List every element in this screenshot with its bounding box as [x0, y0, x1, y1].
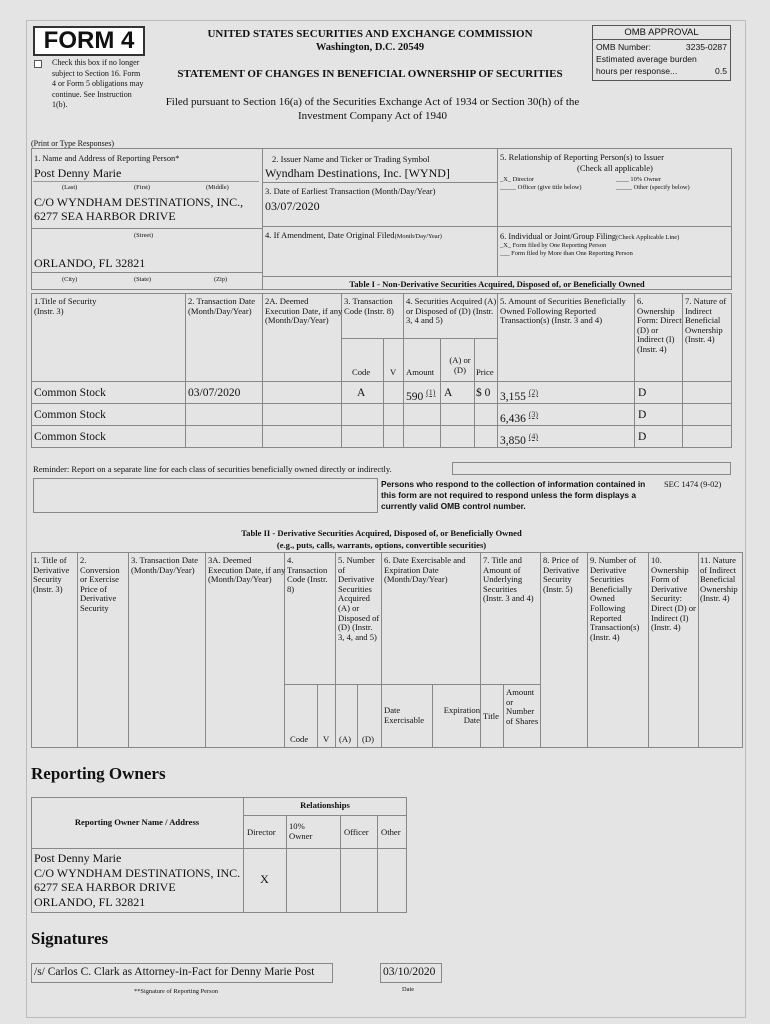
t1-row1-amount: 590 $^{(1)}$ [406, 388, 436, 403]
owner-address-line: Post Denny Marie [34, 851, 122, 865]
reporting-person-name: Post Denny Marie [34, 166, 122, 180]
omb-burden-label: Estimated average burden [596, 54, 697, 64]
t2-h3: 3. Transaction Date (Month/Day/Year) [131, 555, 199, 575]
table1-title: Table I - Non-Derivative Securities Acquired, Disposed of, or Beneficially Owned [349, 279, 645, 289]
t2-sub-v: V [323, 734, 330, 744]
t2-sub-code: Code [290, 734, 309, 744]
t2-sub-d: (D) [362, 734, 374, 744]
owner-address-line: C/O WYNDHAM DESTINATIONS, INC. [34, 865, 241, 880]
commission-location: Washington, D.C. 20549 [315, 42, 425, 53]
label-middle: (Middle) [206, 184, 229, 191]
t1-row1-owned-footnote[interactable]: (2) [528, 388, 539, 397]
t2-h9: 9. Number of Derivative Securities Beneficially Owned Following Reported Transaction(s) (Instr. 4) [590, 555, 640, 642]
signatures-heading: Signatures [31, 929, 109, 948]
print-note: (Print or Type Responses) [31, 139, 115, 148]
owners-col-director: Director [247, 827, 276, 837]
filing-opt-more[interactable]: ___ Form filed by More than One Reporting Person [500, 250, 633, 257]
label-state: (State) [134, 276, 152, 283]
t1-row3-owned-footnote[interactable]: (4) [528, 432, 539, 441]
t2-sub-amount: Amount or Number of Shares [506, 687, 539, 726]
owners-heading: Reporting Owners [31, 764, 166, 783]
t1-h7: 7. Nature of Indirect Beneficial Ownership (Instr. 4) [685, 296, 727, 345]
t1-h2: 2. Transaction Date (Month/Day/Year) [188, 296, 256, 316]
t2-h7: 7. Title and Amount of Underlying Securities (Instr. 3 and 4) [483, 555, 534, 604]
t1-row1-aord: A [444, 387, 453, 399]
t1-row1-price: $ 0 [476, 387, 491, 399]
t1-h3: 3. Transaction Code (Instr. 8) [344, 296, 394, 316]
rel-officer[interactable]: _____ Officer (give title below) [500, 184, 582, 191]
t2-h8: 8. Price of Derivative Security (Instr. 5) [543, 555, 580, 594]
t1-row3-title: Common Stock [34, 431, 106, 443]
t1-h1: 1.Title of Security (Instr. 3) [34, 296, 97, 316]
owners-col-officer: Officer [344, 827, 369, 837]
box1-label: 1. Name and Address of Reporting Person* [34, 154, 180, 163]
sec-code: SEC 1474 (9-02) [664, 480, 722, 489]
checkbox-note: Check this box if no longer subject to Section 16. Form 4 or Form 5 obligations may continue. See Instruction 1(b). [52, 58, 144, 109]
omb-number-value: 3235-0287 [685, 42, 727, 52]
commission-title: UNITED STATES SECURITIES AND EXCHANGE COMMISSION [207, 28, 533, 40]
t1-sub-amount: Amount [406, 367, 435, 377]
t2-sub-exercisable: Date Exercisable [384, 705, 425, 725]
earliest-transaction-date: 03/07/2020 [265, 199, 320, 213]
signature-date: 03/10/2020 [383, 966, 436, 978]
t1-row2-owned: 6,436 $^{(3)}$ [500, 410, 539, 425]
t1-row1-owned: 3,155 $^{(2)}$ [500, 388, 539, 403]
t2-h4: 4. Transaction Code (Instr. 8) [287, 555, 328, 594]
label-last: (Last) [62, 184, 78, 191]
t1-row2-title: Common Stock [34, 409, 106, 421]
t1-h2a: 2A. Deemed Execution Date, if any (Month/Day/Year) [265, 296, 343, 326]
omb-hours-label: hours per response... [596, 66, 678, 76]
t1-row2-form: D [638, 409, 647, 421]
table2-subtitle: (e.g., puts, calls, warrants, options, convertible securities) [276, 540, 487, 550]
t1-row1-amount-footnote[interactable]: (1) [426, 388, 436, 397]
reporting-person-city: ORLANDO, FL 32821 [34, 256, 146, 270]
t2-sub-a: (A) [339, 734, 351, 744]
t2-h10: 10. Ownership Form of Derivative Security: Direct (D) or Indirect (I) (Instr. 4) [651, 555, 696, 633]
t2-h3a: 3A. Deemed Execution Date, if any (Month/Day/Year) [208, 555, 286, 585]
filed-pursuant: Filed pursuant to Section 16(a) of the Securities Exchange Act of 1934 or Section 30(h) of the Investment Company Act of 1940 [165, 96, 580, 122]
t2-h11: 11. Nature of Indirect Beneficial Ownership (Instr. 4) [700, 555, 738, 604]
owner-address [34, 851, 240, 909]
omb-number-label: OMB Number: [596, 42, 651, 52]
date-label: Date [402, 986, 415, 993]
t1-row1-code: A [357, 387, 366, 399]
label-city: (City) [62, 276, 78, 283]
filing-opt-one[interactable]: _X_ Form filed by One Reporting Person [500, 242, 607, 249]
table2-title: Table II - Derivative Securities Acquired, Disposed of, or Beneficially Owned [241, 528, 522, 538]
reporting-person-address: C/O WYNDHAM DESTINATIONS, INC., 6277 SEA HARBOR DRIVE [34, 195, 244, 223]
rel-other[interactable]: _____ Other (specify below) [616, 184, 690, 191]
t1-row1-date: 03/07/2020 [188, 387, 241, 399]
label-street: (Street) [134, 232, 154, 239]
persons-left-box [33, 478, 378, 513]
t2-sub-expiration: Expiration Date [443, 705, 480, 725]
form-title: FORM 4 [43, 27, 135, 54]
signature-text: /s/ Carlos C. Clark as Attorney-in-Fact for Denny Marie Post [34, 966, 315, 978]
t1-sub-code: Code [352, 367, 371, 377]
owner-director-mark: X [260, 872, 269, 886]
rel-director[interactable]: _X_ Director [500, 176, 534, 183]
form-title-box [33, 26, 145, 56]
t1-h6: 6. Ownership Form: Direct (D) or Indirect (I) (Instr. 4) [637, 296, 682, 354]
persons-note: Persons who respond to the collection of information contained in this form are not required to respond unless the form displays a currently valid OMB control number. [381, 479, 646, 511]
omb-hours-value: 0.5 [715, 66, 727, 76]
t2-h2: 2. Conversion or Exercise Price of Derivative Security [80, 555, 120, 613]
owners-col-ten: 10% Owner [289, 821, 313, 841]
box5-label: 5. Relationship of Reporting Person(s) to Issuer [500, 152, 664, 162]
owners-relationships: Relationships [300, 800, 350, 810]
t1-row1-form: D [638, 387, 647, 399]
reminder-text: Reminder: Report on a separate line for each class of securities beneficially owned directly or indirectly. [33, 464, 392, 474]
rel-ten-percent[interactable]: ____ 10% Owner [616, 176, 662, 183]
box3-label: 3. Date of Earliest Transaction (Month/Day/Year) [265, 186, 436, 196]
box4-label: 4. If Amendment, Date Original Filed(Month/Day/Year) [265, 230, 442, 240]
t1-h4: 4. Securities Acquired (A) or Disposed of (D) (Instr. 3, 4 and 5) [406, 296, 497, 326]
reminder-field [452, 462, 731, 475]
omb-title: OMB APPROVAL [593, 26, 730, 40]
owners-col-name: Reporting Owner Name / Address [74, 817, 200, 827]
t1-sub-aord: (A) or (D) [449, 355, 471, 375]
t1-row3-form: D [638, 431, 647, 443]
owner-address-line: ORLANDO, FL 32821 [34, 894, 146, 909]
omb-approval-box [592, 25, 731, 81]
statement-title: STATEMENT OF CHANGES IN BENEFICIAL OWNERSHIP OF SECURITIES [177, 68, 563, 80]
t1-row1-title: Common Stock [34, 387, 106, 399]
t2-h5: 5. Number of Derivative Securities Acquired (A) or Disposed of (D) (Instr. 3, 4, and 5) [338, 555, 380, 642]
t1-row3-owned: 3,850 $^{(4)}$ [500, 432, 539, 447]
owners-col-other: Other [381, 827, 401, 837]
t1-sub-price: Price [476, 367, 494, 377]
label-zip: (Zip) [214, 276, 228, 283]
issuer-name: Wyndham Destinations, Inc. [WYND] [265, 166, 450, 180]
owner-address-line: 6277 SEA HARBOR DRIVE [34, 880, 176, 894]
signature-label: **Signature of Reporting Person [134, 988, 218, 995]
t1-sub-v: V [390, 367, 397, 377]
no-longer-subject-checkbox[interactable] [34, 58, 42, 76]
box6-label: 6. Individual or Joint/Group Filing(Check Applicable Line) [500, 232, 680, 241]
t2-h6: 6. Date Exercisable and Expiration Date (Month/Day/Year) [384, 555, 466, 585]
t1-h5: 5. Amount of Securities Beneficially Owned Following Reported Transaction(s) (Instr. 3 and 4) [500, 296, 626, 326]
label-first: (First) [134, 184, 150, 191]
t1-row2-owned-footnote[interactable]: (3) [528, 410, 539, 419]
box2-label: 2. Issuer Name and Ticker or Trading Symbol [272, 154, 430, 164]
box5-sub: (Check all applicable) [577, 163, 653, 173]
t2-sub-title: Title [483, 711, 499, 721]
t2-h1: 1. Title of Derivative Security (Instr. 3) [33, 555, 70, 594]
